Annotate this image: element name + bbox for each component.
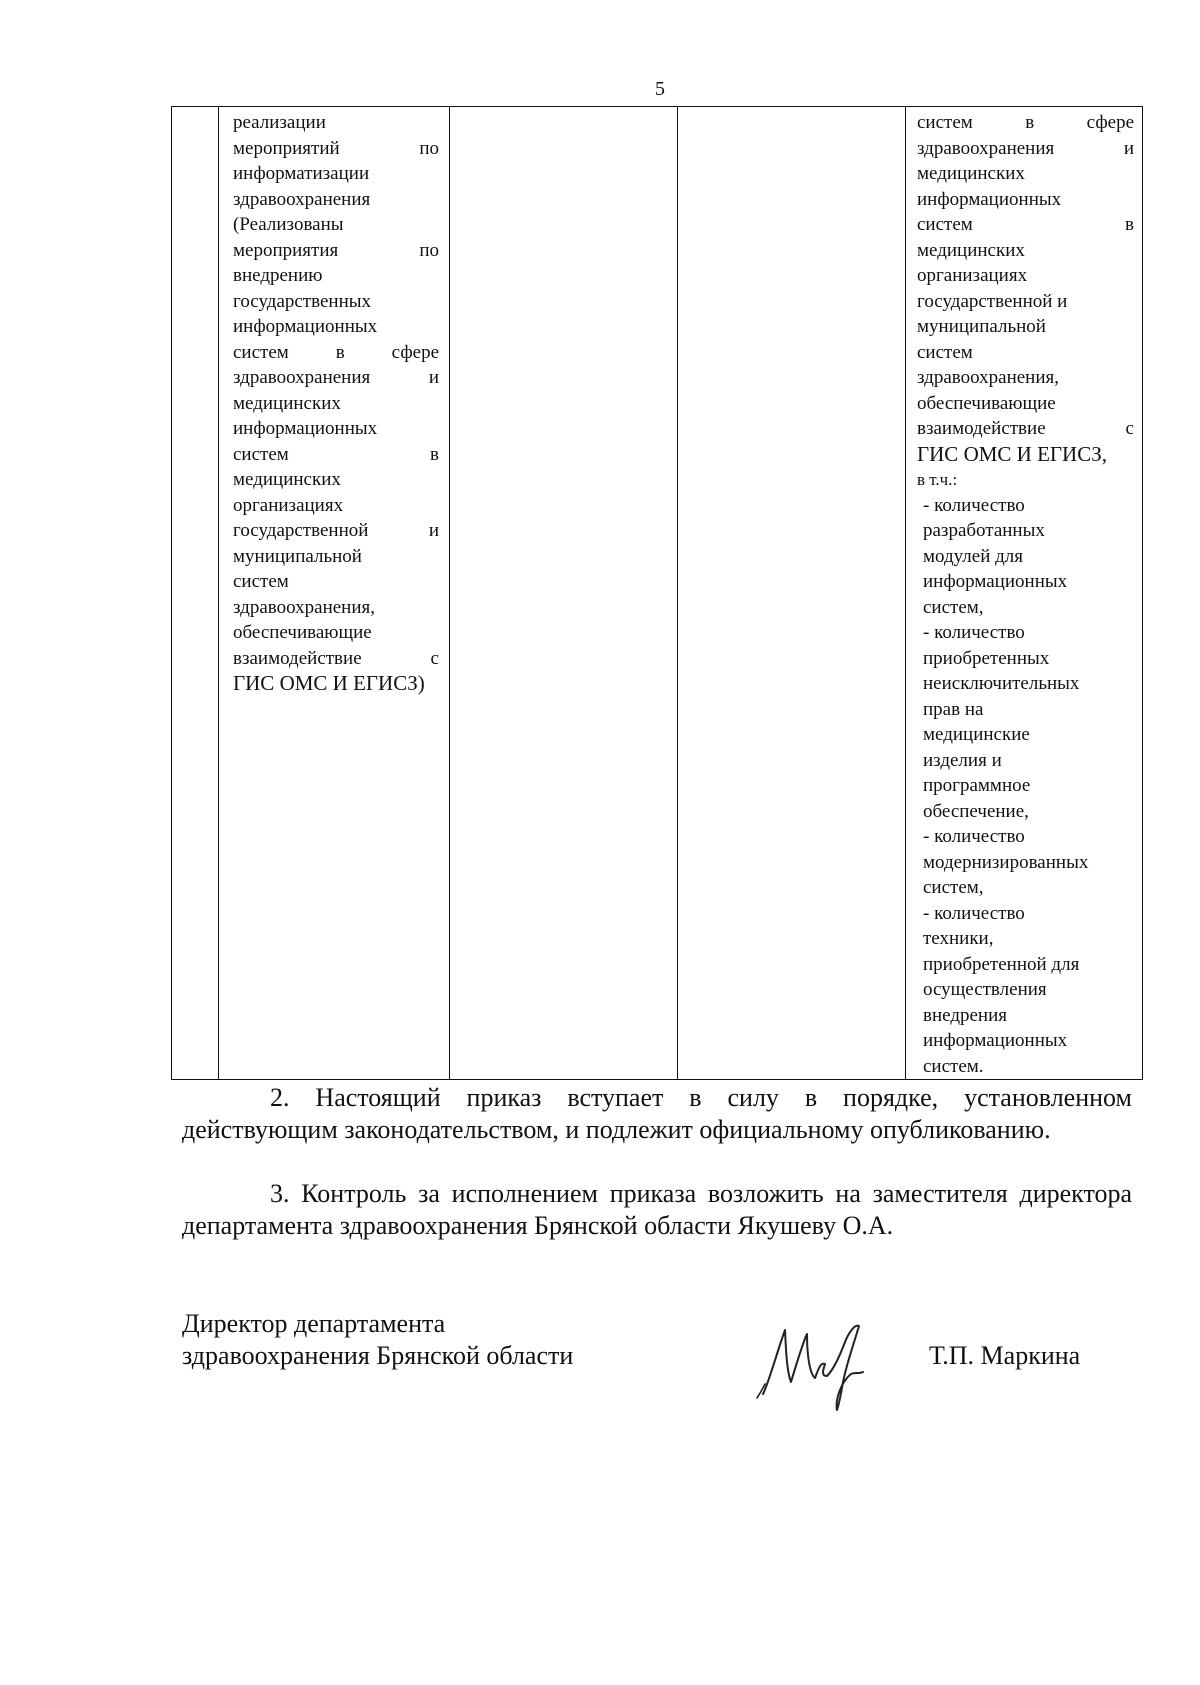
table-line: взаимодействие с xyxy=(917,418,1134,439)
table-line: здравоохранения xyxy=(233,188,371,210)
table-line: систем в xyxy=(233,443,439,465)
table-line: информационных xyxy=(923,571,1068,592)
signatory-title xyxy=(182,1308,573,1372)
table-line: систем, xyxy=(923,877,984,898)
table-line: информатизации xyxy=(233,163,370,184)
table-line: модулей для xyxy=(923,545,1024,567)
table-line: медицинских xyxy=(917,239,1025,261)
table-line: систем в xyxy=(917,214,1134,235)
table-line: здравоохранения и xyxy=(917,137,1134,159)
table-line: государственных xyxy=(233,290,372,312)
table-line: в т.ч.: xyxy=(917,470,958,489)
table-line: информационных xyxy=(233,418,378,439)
table-cell-empty-2 xyxy=(678,107,906,1080)
table-line: организациях xyxy=(233,494,344,516)
table-line: систем xyxy=(233,571,289,592)
signatory-name: Т.П. Маркина xyxy=(929,1341,1081,1370)
table-line: внедрения xyxy=(923,1004,1007,1026)
signatory-title-line-1: Директор департамента xyxy=(182,1309,446,1338)
table-line: обеспечивающие xyxy=(233,622,372,643)
table-line: организациях xyxy=(917,265,1028,286)
table-line: здравоохранения, xyxy=(233,596,375,618)
table-line: систем в сфере xyxy=(917,112,1134,133)
table-line: медицинские xyxy=(923,724,1030,745)
table-line: здравоохранения и xyxy=(233,367,439,388)
table-line: ГИС ОМС И ЕГИСЗ, xyxy=(917,441,1107,466)
table-line: медицинских xyxy=(233,392,341,414)
table-line: взаимодействие с xyxy=(233,647,439,669)
table-line: здравоохранения, xyxy=(917,367,1059,388)
paragraph-3: 3. Контроль за исполнением приказа возложить на заместителя директора департамента здравоохранения Брянской области Якушеву О.А. xyxy=(182,1179,1132,1240)
table-line: обеспечение, xyxy=(923,800,1029,822)
table-line: - количество xyxy=(923,902,1025,924)
handwritten-signature xyxy=(755,1312,870,1412)
table-line: неисключительных xyxy=(923,673,1080,694)
measure-name-text xyxy=(219,107,449,697)
measures-table xyxy=(171,106,1143,1080)
table-line: обеспечивающие xyxy=(917,392,1056,414)
table-line: ГИС ОМС И ЕГИСЗ) xyxy=(233,671,425,695)
table-line: мероприятий по xyxy=(233,137,439,159)
table-line: государственной и xyxy=(917,290,1068,312)
table-row xyxy=(172,107,1143,1080)
table-line: - количество xyxy=(923,494,1025,516)
table-line: осуществления xyxy=(923,979,1047,1000)
signatory-title-line-2: здравоохранения Брянской области xyxy=(182,1341,574,1370)
page-number: 5 xyxy=(655,78,665,100)
table-line: разработанных xyxy=(923,520,1045,541)
table-line: прав на xyxy=(923,698,984,720)
indicator-text xyxy=(906,107,1142,1079)
table-line: техники, xyxy=(923,928,994,949)
table-line: приобретенной для xyxy=(923,953,1080,975)
table-line: государственной и xyxy=(233,520,439,541)
table-line: внедрению xyxy=(233,265,323,286)
table-line: медицинских xyxy=(233,469,341,490)
table-line: - количество xyxy=(923,826,1025,847)
table-line: программное xyxy=(923,775,1031,796)
table-line: модернизированных xyxy=(923,851,1089,873)
table-line: муниципальной xyxy=(917,316,1046,337)
table-line: систем в сфере xyxy=(233,341,439,363)
table-line: информационных xyxy=(923,1030,1068,1051)
table-line: мероприятия по xyxy=(233,239,439,261)
table-line: медицинских xyxy=(917,163,1025,184)
table-line: информационных xyxy=(233,316,378,337)
table-line: реализации xyxy=(233,112,326,133)
table-line: систем. xyxy=(923,1055,984,1077)
table-cell-indicator xyxy=(906,107,1143,1080)
table-line: муниципальной xyxy=(233,545,362,567)
table-line: изделия и xyxy=(923,749,1002,771)
table-line: систем xyxy=(917,341,973,363)
paragraph-2: 2. Настоящий приказ вступает в силу в порядке, установленном действующим законодательством, и подлежит официальному опубликованию. xyxy=(182,1083,1132,1144)
table-cell-empty-1 xyxy=(450,107,678,1080)
table-line: систем, xyxy=(923,596,984,618)
table-line: информационных xyxy=(917,188,1062,210)
table-cell-number xyxy=(172,107,219,1080)
table-cell-measure-name xyxy=(219,107,450,1080)
table-line: приобретенных xyxy=(923,647,1050,669)
table-line: - количество xyxy=(923,622,1025,643)
table-line: (Реализованы xyxy=(233,214,344,235)
